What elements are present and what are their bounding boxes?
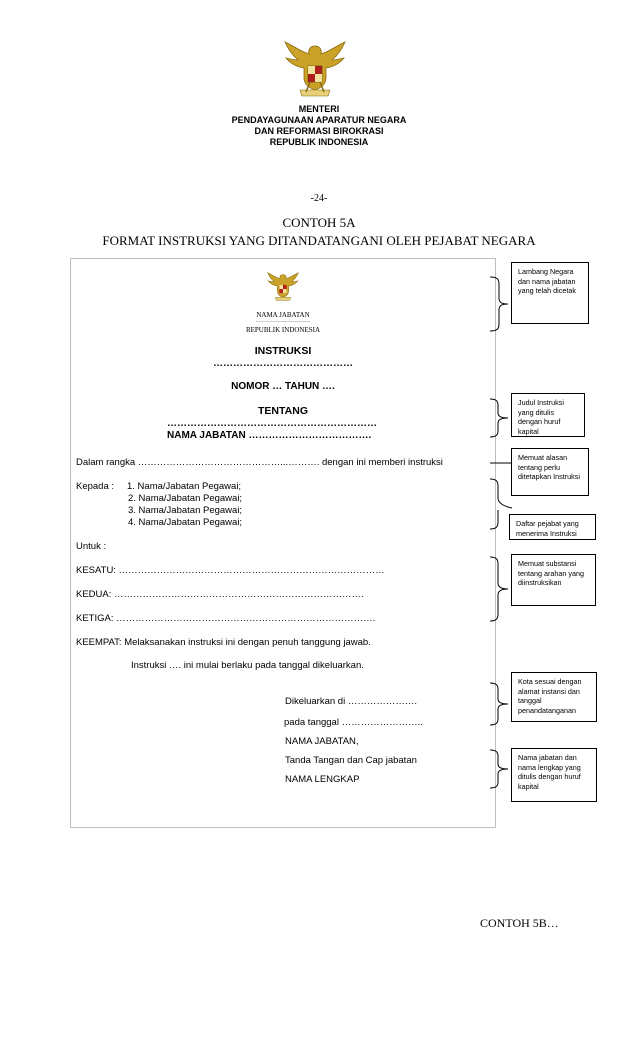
form-instruksi-dots: …………………………………… (213, 358, 353, 369)
form-kedua: KEDUA: ……………………………………………………………………. (76, 589, 364, 600)
form-pada-tanggal: pada tanggal …………………….. (284, 717, 423, 728)
garuda-emblem-small-icon (266, 270, 300, 304)
footer-next: CONTOH 5B… (480, 916, 559, 930)
form-tentang: TENTANG (258, 405, 308, 417)
form-nomor: NOMOR … TAHUN …. (231, 381, 335, 392)
garuda-emblem-icon (282, 40, 348, 100)
letterhead-line4: REPUBLIK INDONESIA (269, 137, 369, 147)
form-ketiga: KETIGA: ………………………………………………………………………. (76, 613, 376, 624)
note-daftar: Daftar pejabat yang menerima Instruksi (509, 514, 596, 540)
bracket-nama (488, 749, 512, 789)
form-dikeluarkan: Dikeluarkan di …………………. (285, 696, 417, 707)
form-nama-jabatan-sign: NAMA JABATAN, (285, 736, 359, 747)
form-instruksi: INSTRUKSI (254, 345, 312, 357)
page-number: -24- (310, 193, 328, 204)
form-kepada-item: 2. Nama/Jabatan Pegawai; (128, 493, 243, 504)
bracket-judul (488, 398, 512, 438)
letterhead-line2: PENDAYAGUNAAN APARATUR NEGARA (231, 115, 407, 125)
form-keempat: KEEMPAT: Melaksanakan instruksi ini dengan penuh tanggung jawab. (76, 637, 371, 648)
note-substansi: Memuat substansi tentang arahan yang diinstruksikan (511, 554, 596, 606)
note-judul: Judul Instruksi yang ditulis dengan huruf kapital (511, 393, 585, 437)
form-dots-small: ……………………… (256, 318, 310, 324)
letterhead-line1: MENTERI (298, 104, 340, 114)
bracket-substansi (488, 556, 512, 622)
form-kepada-item: 3. Nama/Jabatan Pegawai; (128, 505, 243, 516)
form-tentang-dots: ……………………………………………………… (167, 418, 377, 429)
form-untuk: Untuk : (76, 541, 107, 552)
instruction-format-box (70, 258, 496, 828)
form-kepada-item: 1. Nama/Jabatan Pegawai; (127, 481, 242, 492)
letterhead-line3: DAN REFORMASI BIROKRASI (254, 126, 384, 136)
form-republik: REPUBLIK INDONESIA (245, 326, 321, 334)
bracket-lambang (488, 276, 512, 332)
form-tanda-tangan: Tanda Tangan dan Cap jabatan (285, 755, 417, 766)
page-subtitle: FORMAT INSTRUKSI YANG DITANDATANGANI OLEH PEJABAT NEGARA (102, 233, 536, 248)
note-alasan: Memuat alasan tentang perlu ditetapkan Instruksi (511, 448, 589, 496)
note-lambang: Lambang Negara dan nama jabatan yang telah dicetak (511, 262, 589, 324)
note-kota: Kota sesuai dengan alamat instansi dan tanggal penandatanganan (511, 672, 597, 722)
page-title: CONTOH 5A (282, 215, 356, 230)
form-nama-jabatan-line: NAMA JABATAN ………………………………. (167, 430, 372, 441)
form-kepada-item: 4. Nama/Jabatan Pegawai; (128, 517, 243, 528)
form-dalam-rangka: Dalam rangka ………………………………………...………. dengan ini memberi instruksi (76, 457, 443, 468)
form-kesatu: KESATU: ………………………………………………………………………… (76, 565, 385, 576)
bracket-kota (488, 682, 512, 726)
note-nama: Nama jabatan dan nama lengkap yang ditulis dengan huruf kapital (511, 748, 597, 802)
form-berlaku: Instruksi …. ini mulai berlaku pada tanggal dikeluarkan. (131, 660, 364, 671)
form-nama-jabatan: NAMA JABATAN (256, 311, 310, 319)
form-kepada-label: Kepada : (76, 481, 115, 492)
form-nama-lengkap: NAMA LENGKAP (285, 774, 360, 785)
